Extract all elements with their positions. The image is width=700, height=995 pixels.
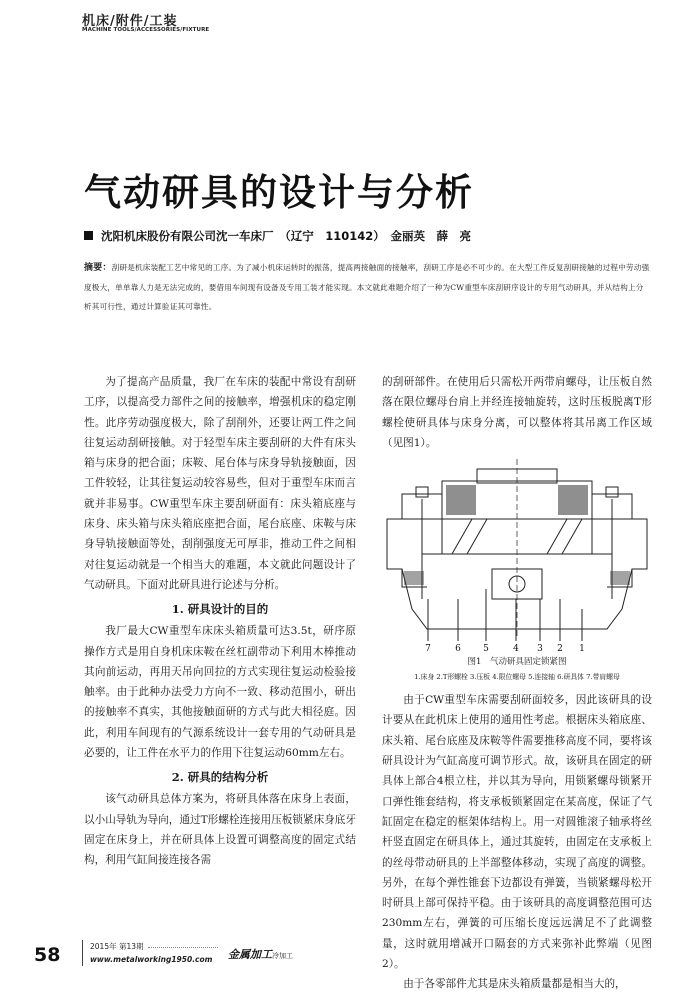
section-heading-2: 2. 研具的结构分析 (171, 770, 269, 785)
left-paragraph-3: 该气动研具总体方案为，将研具体落在床身上表面，以小山导轨为导向，通过T形螺栓连接用压板锁紧床身底牙固定在床身上，并在研具体上设置可调整高度的固定式结构，利用气缸间接连接各需 (84, 793, 356, 867)
right-paragraph-2: 由于CW重型车床需要刮研面较多，因此该研具的设计要从在此机床上使用的通用性考虑。根据床头箱底座、床头箱、尾台底座及床鞍等件需要推移高度不同，要将该研具设计为气缸高度可调节形式。故，该研具在固定的研具体上部合4根立柱，并以其为导向，用锁紧螺母锁紧开口弹性锥套结构，将支承板锁紧固定在某高度，保证了气缸固定在稳定的框架体结构上。用一对圆锥滚子轴承将丝杆竖直固定在研具体上，通过其旋转，由固定在支承板上的丝母带动研具的上半部整体移动，实现了高度的调整。另外，在每个弹性锥套下边都设有弹簧，当锁紧螺母松开时研具上部可保持平稳。由于该研具的高度调整范围可达230mm左右，弹簧的可压缩长度远远满足不了此调整量，这时就用增减开口隔套的方式来弥补此弊端（见图2）。 (382, 694, 652, 971)
section-header-en: MACHINE TOOLS/ACCESSORIES/FIXTURE (82, 27, 210, 33)
figure-callout-6: 6 (455, 644, 461, 655)
figure-1-legend: 1.床身 2.T形螺栓 3.压板 4.限位螺母 5.连接轴 6.研具体 7.带肩螺母 (414, 673, 620, 682)
right-column (382, 372, 652, 995)
abstract-label: 摘要： (84, 263, 112, 273)
footer-brand-logo (228, 946, 293, 962)
figure-callout-2: 2 (557, 644, 563, 655)
article-title: 气动研具的设计与分析 (84, 170, 474, 214)
section-header-cn: 机床/附件/工装 (82, 14, 178, 29)
authors-text: 沈阳机床股份有限公司沈一车床厂 （辽宁 110142） 金丽英 薛 亮 (101, 229, 472, 243)
right-paragraph-1: 的刮研部件。在使用后只需松开两带肩螺母，让压板自然落在限位螺母台肩上并经连接轴旋转，这时压板脱离T形螺栓使研具体与床身分离，可以整体将其吊离工作区域（见图1）。 (382, 376, 652, 449)
left-column (84, 372, 356, 871)
footer-dotted-rule (148, 947, 218, 948)
figure-callout-3: 3 (537, 644, 543, 655)
square-bullet-icon (84, 231, 93, 240)
abstract-text: 刮研是机床装配工艺中常见的工序。为了减小机床运转时的振荡，提高两接触面的接触率，刮研工序是必不可少的。在大型工件反复刮研接触的过程中劳动强度极大，单单靠人力是无法完成的，要借用车间现有设备及专用工装才能实现。本文就此难题介绍了一种为CW重型车床刮研序设计的专用气动研具，并从结构上分析其可行性，通过计算验证其可靠性。 (84, 263, 650, 311)
footer-divider (82, 940, 83, 966)
footer-website: www.metalworking1950.com (90, 955, 213, 964)
section-heading-1: 1. 研具设计的目的 (171, 602, 269, 617)
figure-callout-1: 1 (579, 644, 585, 655)
figure-1-caption: 图1 气动研具固定锁紧图 (467, 657, 567, 668)
footer-issue: 2015年 第13期 (90, 942, 144, 951)
page-number: 58 (34, 944, 61, 966)
footer-brand-name: 金属加工 (228, 948, 272, 961)
figure-1-drawing (382, 459, 652, 654)
figure-callout-7: 7 (425, 644, 431, 655)
left-paragraph-1: 为了提高产品质量，我厂在车床的装配中常设有刮研工序，以提高受力部件之间的接触率，增强机床的稳定刚性。此序劳动强度极大，除了刮削外，还要让两工件之间往复运动刮研接触。对于轻型车床主要刮研的大件有床头箱与床身的把合面；床鞍、尾台体与床身导轨接触面，因工件较轻，让其往复运动较容易些，但对于重型车床而言就并非易事。CW重型车床主要刮研面有：床头箱底座与床身、床头箱与床头箱底座把合面，尾台底座、床鞍与床身导轨接触面等处，刮削强度无可厚非，推动工件之间相对往复运动就是一个相当大的难题，本文就此问题设计了气动研具。下面对此研具进行论述与分析。 (84, 376, 356, 591)
figure-callout-5: 5 (483, 644, 489, 655)
figure-callout-4: 4 (513, 644, 519, 655)
right-paragraph-3: 由于各零部件尤其是床头箱质量都是相当大的， (403, 978, 626, 991)
left-paragraph-2: 我厂最大CW重型车床床头箱质量可达3.5t，研序原操作方式是用自身机床床鞍在丝杠副带动下利用木棒推动其向前运动，再用天吊向回拉的方式实现往复运动检验接触率。由于此种办法受力方向不一致、移动范围小，研出的接触率不真实，其他接触面研的方式与此大相径庭。因此，利用车间现有的气源系统设计一套专用的气动研具是必要的，让工件在水平力的作用下往复运动60mm左右。 (84, 625, 356, 760)
abstract (84, 258, 650, 316)
footer-brand-sub: 冷加工 (272, 952, 293, 960)
authors-line (84, 228, 471, 244)
